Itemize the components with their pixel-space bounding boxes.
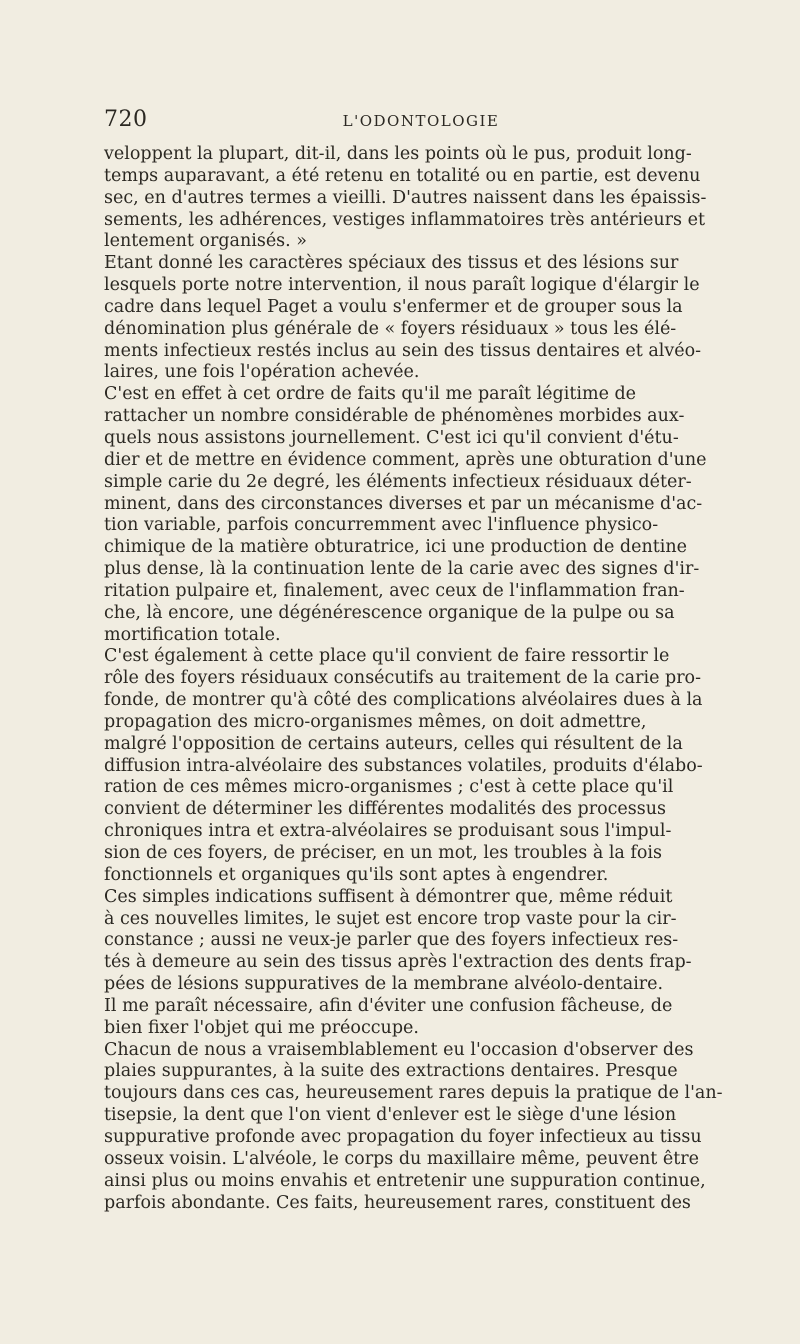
paragraph-plaies-suppurantes: Chacun de nous a vraisemblablement eu l'occasion d'observer des plaies suppurantes, à la suite des extractions dentaires. Presque toujours dans ces cas, heureusement rares depuis la pratique de l'an- tisepsie, la dent que l'on vient d'enlever est le siège d'une lésion suppurative profonde avec propagation du foyer infectieux au tissu osseux voisin. L'alvéole, le corps du maxillaire même, peuvent être ainsi plus ou moins envahis et entretenir une suppuration continue, parfois abondante. Ces faits, heureusement rares, constituent des — [104, 1039, 723, 1213]
paragraph-objet: Il me paraît nécessaire, afin d'éviter une confusion fâcheuse, de bien fixer l'objet qui me préoccupe. — [104, 995, 673, 1038]
paragraph-continuation: veloppent la plupart, dit-il, dans les points où le pus, produit long- temps auparavant, a été retenu en totalité ou en partie, est devenu sec, en d'autres termes a vieilli. D'autres naissent dans les épaissis- sements, les adhérences, vestiges inflammatoires très antérieurs et lentement organisés. » — [104, 144, 707, 252]
paragraph-carie-profonde: C'est également à cette place qu'il convient de faire ressortir le rôle des foyers résiduaux consécutifs au traitement de la carie pro- fonde, de montrer qu'à côté des complications alvéolaires dues à la propagation des micro-organismes mêmes, on doit admettre, malgré l'opposition de certains auteurs, celles qui résultent de la diffusion intra-alvéolaire des substances volatiles, produits d'élabo- ration de ces mêmes micro-organismes ; c'est à cette place qu'il convient de déterminer les différentes modalités des processus chroniques intra et extra-alvéolaires se produisant sous l'impul- sion de ces foyers, de préciser, en un mot, les troubles à la fois fonctionnels et organiques qu'ils sont aptes à engendrer. — [104, 646, 703, 885]
body-text — [104, 144, 738, 1214]
paragraph-carie-obturation: C'est en effet à cet ordre de faits qu'il me paraît légitime de rattacher un nombre considérable de phénomènes morbides aux- quels nous assistons journellement. C'est ici qu'il convient d'étu- dier et de mettre en évidence comment, après une obturation d'une simple carie du 2e degré, les éléments infectieux résiduaux déter- minent, dans des circonstances diverses et par un mécanisme d'ac- tion variable, parfois concurremment avec l'influence physico- chimique de la matière obturatrice, ici une production de dentine plus dense, là la continuation lente de la carie avec des signes d'ir- ritation pulpaire et, finalement, avec ceux de l'inflammation fran- che, là encore, une dégénérescence organique de la pulpe ou sa mortification totale. — [104, 384, 707, 645]
journal-title: L'ODONTOLOGIE — [342, 112, 500, 130]
paragraph-foyers-residuaux: Etant donné les caractères spéciaux des tissus et des lésions sur lesquels porte notre intervention, il nous paraît logique d'élargir le cadre dans lequel Paget a voulu s'enfermer et de grouper sous la dénomination plus générale de « foyers résiduaux » tous les élé- ments infectieux restés inclus au sein des tissus dentaires et alvéo- laires, une fois l'opération achevée. — [104, 253, 702, 383]
running-head — [104, 104, 738, 136]
page-number: 720 — [104, 107, 148, 132]
paragraph-indications: Ces simples indications suffisent à démontrer que, même réduit à ces nouvelles limites, le sujet est encore trop vaste pour la cir- constance ; aussi ne veux-je parler que des foyers infectieux res- tés à demeure au sein des tissus après l'extraction des dents frap- pées de lésions suppuratives de la membrane alvéolo-dentaire. — [104, 886, 692, 995]
